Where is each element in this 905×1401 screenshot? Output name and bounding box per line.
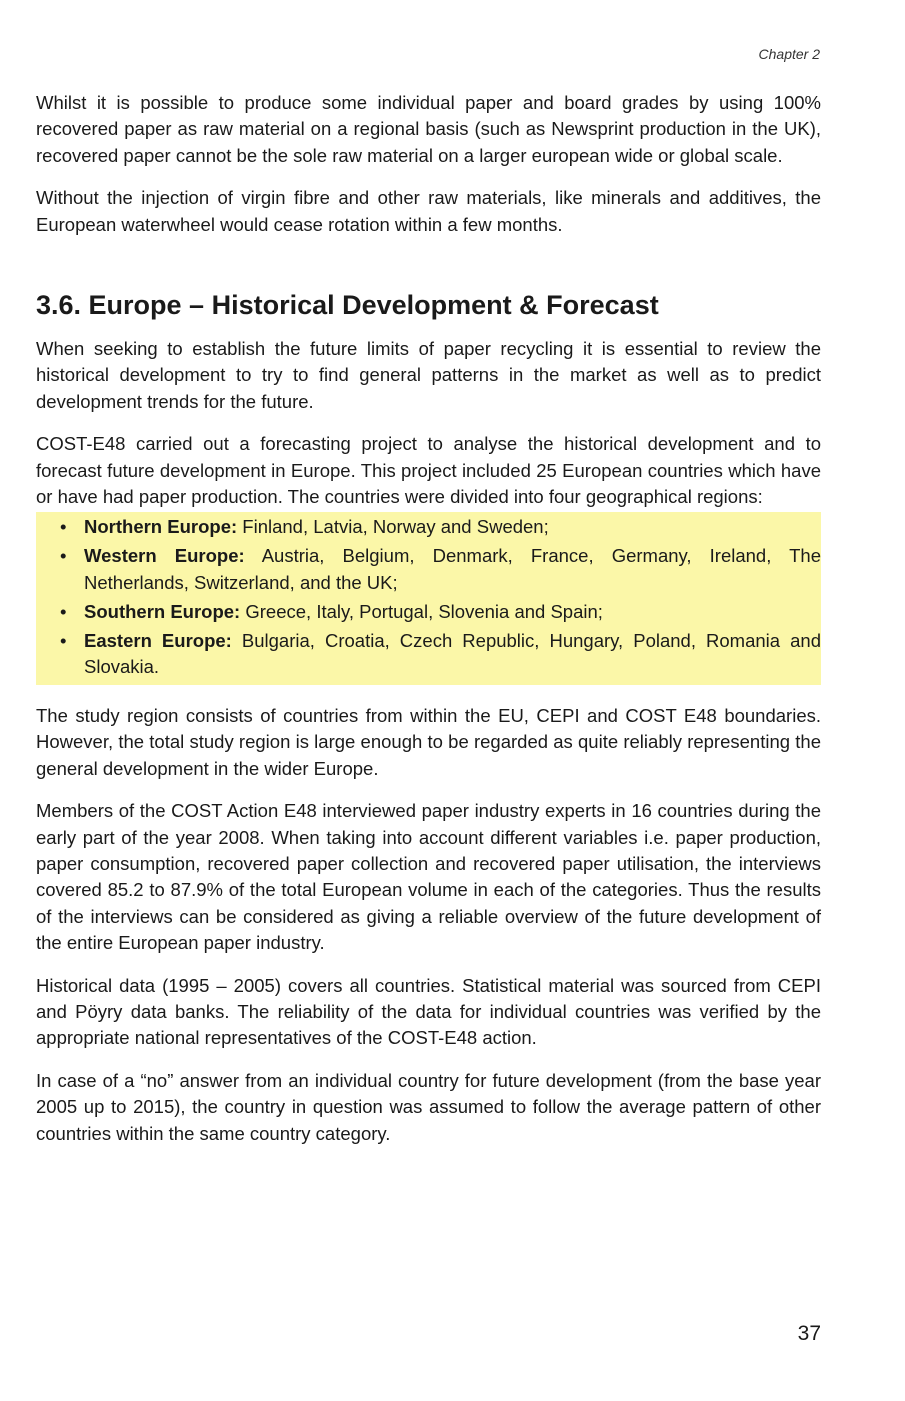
page-content [36,90,821,1147]
section-heading: 3.6. Europe – Historical Development & Forecast [36,290,659,321]
region-countries: Finland, Latvia, Norway and Sweden; [242,516,549,538]
region-countries: Austria, Belgium, Denmark, France, Germany, Ireland, The Netherlands, Switzerland, and the UK; [84,545,821,593]
section-paragraph-2: COST-E48 carried out a forecasting project to analyse the historical development and to forecast future development in Europe. This project included 25 European countries which have or have had paper production. The countries were divided into four geographical regions: [36,433,821,508]
region-list [36,514,821,680]
region-name: Northern Europe: [84,516,238,538]
region-name: Southern Europe: [84,600,241,622]
list-item-western-europe [36,543,821,596]
bullet-icon: • [60,600,67,622]
running-head: Chapter 2 [758,46,820,62]
list-item-southern-europe [36,599,821,625]
bullet-icon: • [60,545,67,567]
bullet-icon: • [60,629,67,651]
region-name: Eastern Europe: [84,629,232,651]
region-countries: Greece, Italy, Portugal, Slovenia and Spain; [245,600,603,622]
section-paragraph-1: When seeking to establish the future limits of paper recycling it is essential to review the historical development to try to find general patterns in the market as well as to predict development trends for the future. [36,338,821,412]
list-item-northern-europe [36,514,821,540]
region-countries: Bulgaria, Croatia, Czech Republic, Hungary, Poland, Romania and Slovakia. [84,629,821,677]
section-paragraph-4: Members of the COST Action E48 interviewed paper industry experts in 16 countries during the early part of the year 2008. When taking into account different variables i.e. paper production, paper consumption, recovered paper collection and recovered paper utilisation, the interviews covered 85.2 to 87.9% of the total European volume in each of the categories. Thus the results of the interviews can be considered as giving a reliable overview of the future development of the entire European paper industry. [36,800,821,954]
list-item-eastern-europe [36,628,821,681]
intro-paragraph-1: Whilst it is possible to produce some individual paper and board grades by using 100% recovered paper as raw material on a regional basis (such as Newsprint production in the UK), recovered paper cannot be the sole raw material on a larger european wide or global scale. [36,92,821,166]
section-paragraph-5: Historical data (1995 – 2005) covers all countries. Statistical material was sourced from CEPI and Pöyry data banks. The reliability of the data for individual countries was verified by the appropriate national representatives of the COST-E48 action. [36,974,821,1049]
section-paragraph-3: The study region consists of countries from within the EU, CEPI and COST E48 boundaries. However, the total study region is large enough to be regarded as quite reliably representing the general development in the wider Europe. [36,704,821,779]
region-name: Western Europe: [84,545,245,567]
bullet-icon: • [60,516,67,538]
page-number: 37 [797,1322,821,1345]
highlighted-region-list [36,512,821,684]
intro-paragraph-2: Without the injection of virgin fibre and other raw materials, like minerals and additives, the European waterwheel would cease rotation within a few months. [36,187,821,235]
section-paragraph-6: In case of a “no” answer from an individual country for future development (from the base year 2005 up to 2015), the country in question was assumed to follow the average pattern of other countries within the same country category. [36,1069,821,1144]
